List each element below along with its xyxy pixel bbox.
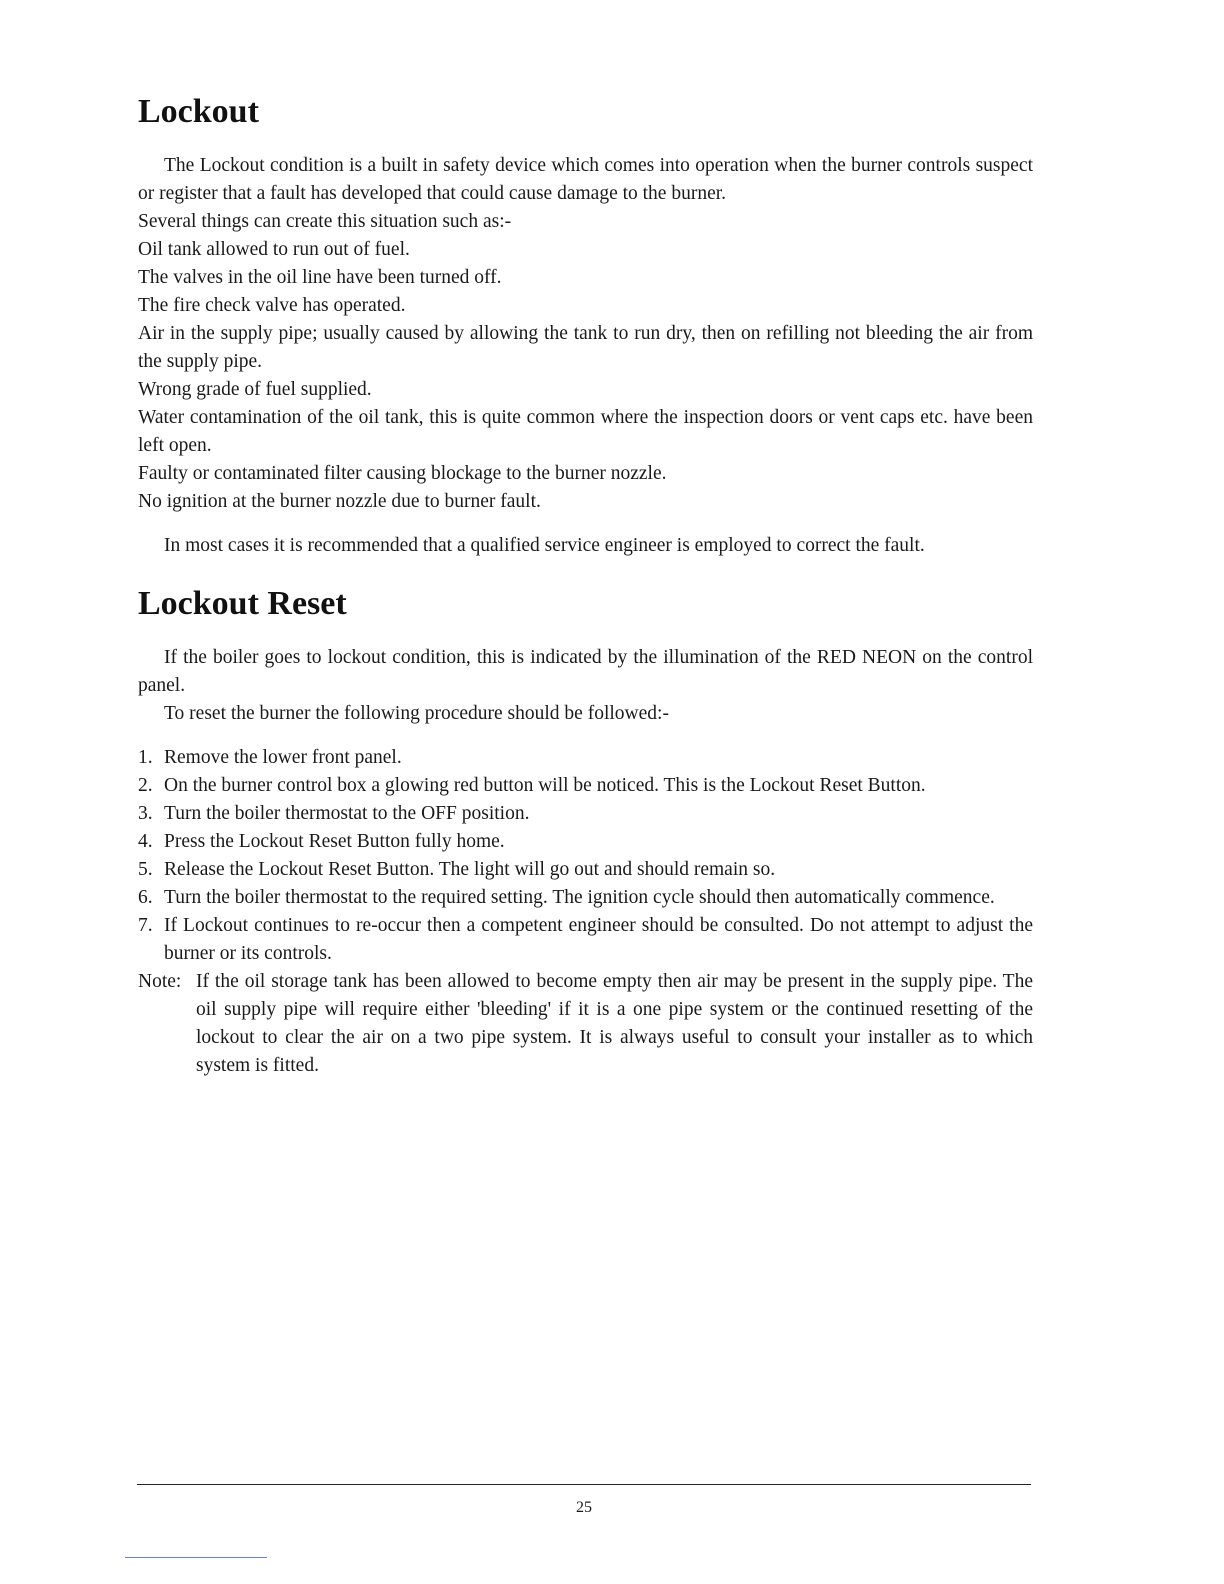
note-text: If the oil storage tank has been allowed to become empty then air may be present in the supply pipe. The oil supply pipe will require either 'bleeding' if it is a one pipe system or the continued resetting of the lockout to clear the air on a two pipe system. It is always useful to consult your installer as to which system is fitted. [196,971,1033,1076]
lockout-line: Air in the supply pipe; usually caused by allowing the tank to run dry, then on refilling not bleeding the air from the supply pipe. [138,323,1033,372]
step-number: 5. [138,859,153,880]
lockout-line: Water contamination of the oil tank, this is quite common where the inspection doors or vent caps etc. have been left open. [138,407,1033,456]
step-text: Turn the boiler thermostat to the OFF position. [164,803,530,824]
note-block [138,968,1033,1080]
note-label: Note: [138,971,182,992]
step-text: Turn the boiler thermostat to the required setting. The ignition cycle should then automatically commence. [164,887,995,908]
step-number: 1. [138,747,153,768]
lockout-reset-intro: If the boiler goes to lockout condition, this is indicated by the illumination of the RED NEON on the control panel. [138,647,1033,696]
step-number: 3. [138,803,153,824]
footer-divider [137,1484,1031,1485]
lockout-reset-heading: Lockout Reset [138,585,347,622]
lockout-heading: Lockout [138,93,259,130]
lockout-line: Oil tank allowed to run out of fuel. [138,239,410,260]
reset-step [138,772,1033,800]
step-text: Press the Lockout Reset Button fully home. [164,831,505,852]
step-text: Remove the lower front panel. [164,747,402,768]
step-number: 4. [138,831,153,852]
lockout-line: Faulty or contaminated filter causing blockage to the burner nozzle. [138,463,667,484]
page-number: 25 [576,1499,592,1516]
step-number: 6. [138,887,153,908]
reset-step [138,800,1033,828]
reset-step [138,856,1033,884]
step-text: Release the Lockout Reset Button. The light will go out and should remain so. [164,859,776,880]
lockout-line: Several things can create this situation such as:- [138,211,512,232]
lockout-line: The fire check valve has operated. [138,295,406,316]
reset-steps-list [138,744,1033,968]
reset-step [138,912,1033,968]
lockout-line: Wrong grade of fuel supplied. [138,379,372,400]
page-content [138,88,1033,1080]
scan-edge-line [125,1557,267,1558]
step-number: 7. [138,915,153,936]
lockout-intro: The Lockout condition is a built in safety device which comes into operation when the burner controls suspect or register that a fault has developed that could cause damage to the burner. [138,155,1033,204]
lockout-reset-procedure-intro: To reset the burner the following procedure should be followed:- [164,703,669,724]
step-text: On the burner control box a glowing red button will be noticed. This is the Lockout Reset Button. [164,775,926,796]
lockout-line: No ignition at the burner nozzle due to burner fault. [138,491,541,512]
reset-step [138,828,1033,856]
lockout-recommendation: In most cases it is recommended that a qualified service engineer is employed to correct the fault. [164,535,925,556]
lockout-line: The valves in the oil line have been turned off. [138,267,502,288]
lockout-causes-list [138,208,1033,516]
reset-step [138,884,1033,912]
reset-step [138,744,1033,772]
step-number: 2. [138,775,153,796]
step-text: If Lockout continues to re-occur then a competent engineer should be consulted. Do not attempt to adjust the burner or its controls. [164,915,1033,964]
